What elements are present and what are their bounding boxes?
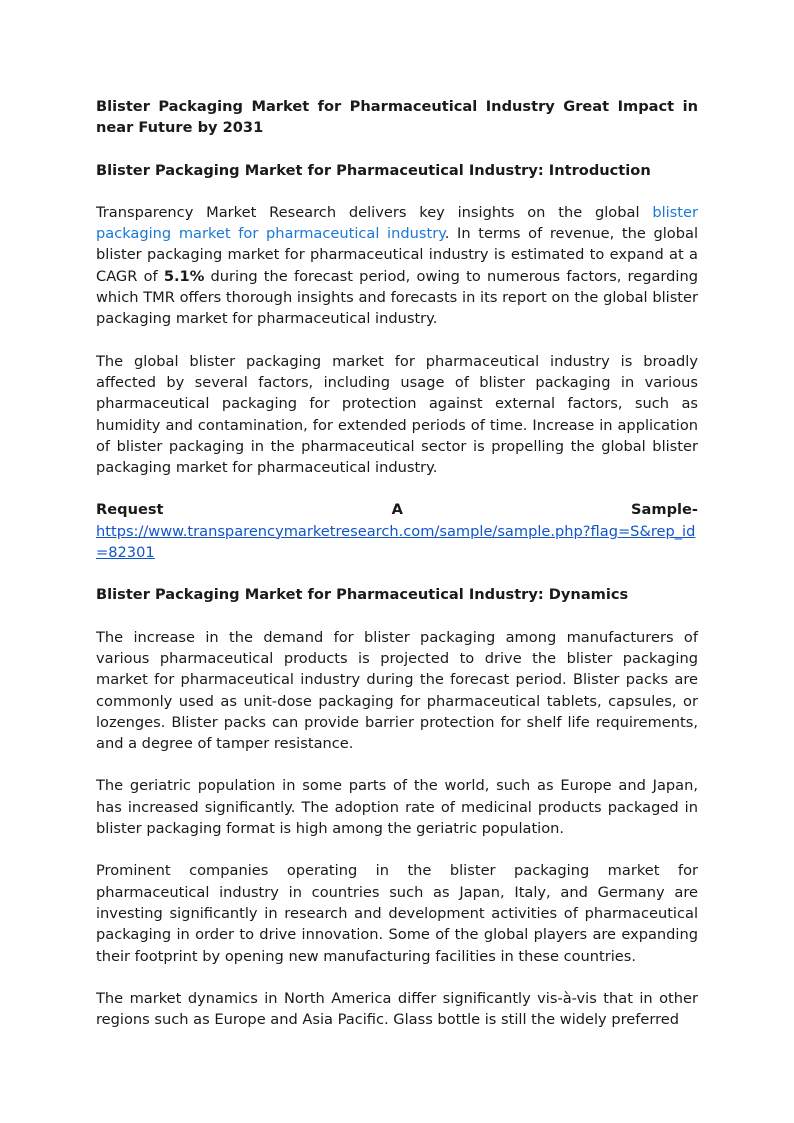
intro-paragraph-1 — [96, 202, 698, 330]
request-word: Request — [96, 501, 164, 519]
intro-paragraph-2: The global blister packaging market for pharmaceutical industry is broadly affected by several factors, including usage of blister packaging in various pharmaceutical packaging for protection against external factors, such as humidity and contamination, for extended periods of time. Increase in application of blister packaging in the pharmaceutical sector is propelling the global blister packaging market for pharmaceutical industry. — [96, 352, 698, 477]
dynamics-paragraph-2: The geriatric population in some parts of the world, such as Europe and Japan, has increased significantly. The adoption rate of medicinal products packaged in blister packaging format is high among the geriatric population. — [96, 777, 698, 838]
request-sample-word: Sample- — [631, 501, 698, 519]
dynamics-paragraph-1: The increase in the demand for blister packaging among manufacturers of various pharmaceutical products is projected to drive the blister packaging market for pharmaceutical industry during the forecast period. Blister packs are commonly used as unit-dose packaging for pharmaceutical tablets, capsules, or lozenges. Blister packs can provide barrier protection for shelf life requirements, and a degree of tamper resistance. — [96, 628, 698, 753]
request-sample-label — [96, 499, 698, 520]
dynamics-paragraph-3: Prominent companies operating in the blister packaging market for pharmaceutical industry in countries such as Japan, Italy, and Germany are investing significantly in research and development activities of pharmaceutical packaging in order to drive innovation. Some of the global players are expanding their footprint by opening new manufacturing facilities in these countries. — [96, 862, 698, 965]
dynamics-heading: Blister Packaging Market for Pharmaceutical Industry: Dynamics — [96, 586, 629, 604]
document-title: Blister Packaging Market for Pharmaceutical Industry Great Impact in near Future by 2031 — [96, 98, 698, 137]
document-page — [96, 96, 698, 1051]
request-sample-block — [96, 499, 698, 563]
intro-p1-text-post: during the forecast period, owing to numerous factors, regarding which TMR offers thorough insights and forecasts in its report on the global blister packaging market for pharmaceutical industry. — [96, 267, 698, 328]
sample-request-link[interactable]: https://www.transparencymarketresearch.com/sample/sample.php?flag=S&rep_id=82301 — [96, 522, 696, 562]
intro-p1-text-mid: . In terms of revenue, the global blister packaging market for pharmaceutical industry is estimated to expand at a CAGR of — [96, 225, 698, 285]
intro-p1-text-pre: Transparency Market Research delivers key insights on the global — [96, 203, 653, 221]
intro-heading: Blister Packaging Market for Pharmaceutical Industry: Introduction — [96, 161, 651, 179]
dynamics-paragraph-4: The market dynamics in North America differ significantly vis-à-vis that in other regions such as Europe and Asia Pacific. Glass bottle is still the widely preferred — [96, 989, 698, 1029]
request-a-word: A — [391, 501, 403, 519]
cagr-value: 5.1% — [163, 267, 205, 285]
market-report-link[interactable]: blister packaging market for pharmaceutical industry — [96, 203, 698, 243]
